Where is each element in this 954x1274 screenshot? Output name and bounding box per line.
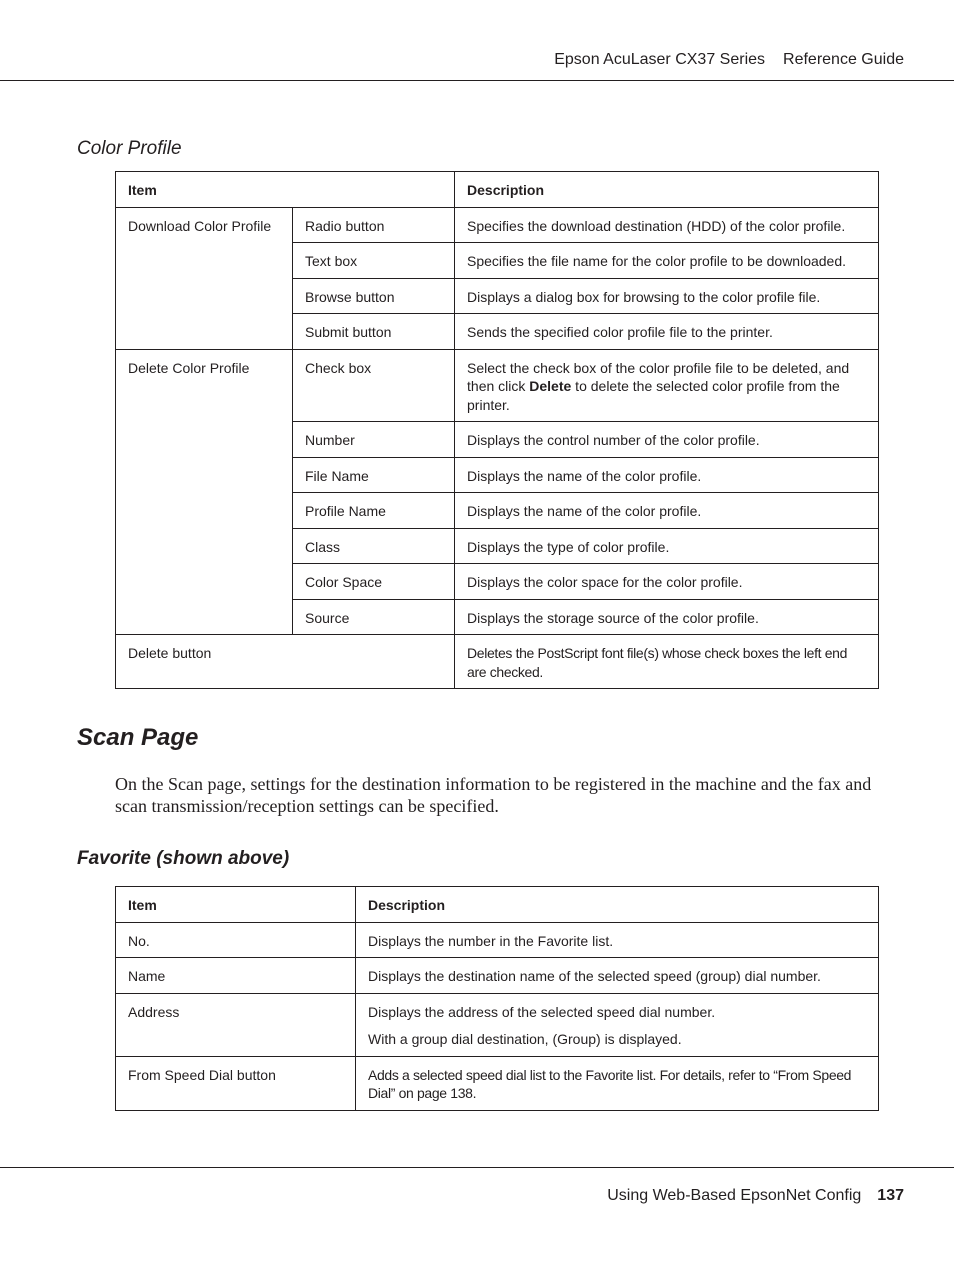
table-header-row (116, 887, 879, 923)
row-description: Displays the name of the color profile. (455, 457, 879, 493)
header-guide: Reference Guide (783, 51, 904, 68)
table-row (116, 599, 879, 635)
table-row (116, 207, 879, 243)
row-description: Displays the name of the color profile. (455, 493, 879, 529)
row-description: Displays the color space for the color profile. (455, 564, 879, 600)
desc-text: With a group dial destination, (Group) is displayed. (368, 1031, 682, 1047)
favorite-table (115, 886, 879, 1111)
row-description: Displays the control number of the color profile. (455, 422, 879, 458)
running-footer (607, 1187, 904, 1205)
scan-page-title: Scan Page (77, 724, 199, 751)
row-item: Text box (293, 243, 455, 279)
row-description (455, 349, 879, 422)
row-item: Name (116, 958, 356, 994)
row-item: No. (116, 922, 356, 958)
col-header-description: Description (356, 887, 879, 923)
table-row (116, 243, 879, 279)
row-item: Browse button (293, 278, 455, 314)
row-item: Address (116, 993, 356, 1056)
table-row (116, 422, 879, 458)
group-spacer (116, 278, 293, 314)
table-row (116, 349, 879, 422)
row-description: Specifies the file name for the color profile to be downloaded. (455, 243, 879, 279)
row-description: Displays the storage source of the color profile. (455, 599, 879, 635)
group-spacer (116, 243, 293, 279)
group-spacer (116, 599, 293, 635)
table-row (116, 1056, 879, 1110)
page-number: 137 (877, 1187, 904, 1204)
row-description: Displays the destination name of the selected speed (group) dial number. (356, 958, 879, 994)
color-profile-title: Color Profile (77, 138, 182, 159)
row-item: Color Space (293, 564, 455, 600)
col-header-item: Item (116, 172, 455, 208)
desc-text: Select the check box of the color profile file to be deleted, and then click (467, 359, 850, 394)
table-row (116, 922, 879, 958)
delete-keyword: Delete (529, 378, 572, 394)
row-description: Specifies the download destination (HDD) of the color profile. (455, 207, 879, 243)
row-item: Number (293, 422, 455, 458)
scan-page-intro: On the Scan page, settings for the destination information to be registered in the machine and the fax and scan transmission/reception settings can be specified. (115, 774, 872, 816)
row-description: Displays the number in the Favorite list. (356, 922, 879, 958)
desc-text: Displays the address of the selected speed dial number. (368, 1003, 716, 1020)
header-product: Epson AcuLaser CX37 Series (554, 51, 766, 68)
group-delete-color-profile: Delete Color Profile (116, 349, 293, 422)
table-row (116, 528, 879, 564)
table-header-row (116, 172, 879, 208)
row-description: Sends the specified color profile file to the printer. (455, 314, 879, 350)
table-row (116, 993, 879, 1056)
desc-text: to delete the selected color profile from the printer. (467, 378, 840, 413)
row-description: Adds a selected speed dial list to the Favorite list. For details, refer to “From Speed Dial” on page 138. (356, 1056, 879, 1110)
row-item: File Name (293, 457, 455, 493)
row-description: Deletes the PostScript font file(s) whose check boxes the left end are checked. (455, 635, 879, 689)
row-description: Displays a dialog box for browsing to the color profile file. (455, 278, 879, 314)
table-row (116, 278, 879, 314)
table-row (116, 493, 879, 529)
group-download-color-profile: Download Color Profile (116, 207, 293, 243)
favorite-title: Favorite (shown above) (77, 848, 290, 869)
row-item: Submit button (293, 314, 455, 350)
col-header-item: Item (116, 887, 356, 923)
table-row (116, 314, 879, 350)
footer-section: Using Web-Based EpsonNet Config (607, 1187, 862, 1204)
running-header (554, 51, 904, 69)
group-spacer (116, 564, 293, 600)
group-spacer (116, 422, 293, 458)
footer-rule (0, 1167, 954, 1168)
row-item: Class (293, 528, 455, 564)
color-profile-table (115, 171, 879, 689)
header-rule (0, 80, 954, 81)
row-item: Source (293, 599, 455, 635)
group-spacer (116, 314, 293, 350)
table-row (116, 958, 879, 994)
row-item: Check box (293, 349, 455, 422)
row-item: Delete button (116, 635, 455, 689)
row-item: From Speed Dial button (116, 1056, 356, 1110)
row-description (356, 993, 879, 1056)
row-item: Radio button (293, 207, 455, 243)
row-item: Profile Name (293, 493, 455, 529)
group-spacer (116, 493, 293, 529)
table-row (116, 457, 879, 493)
col-header-description: Description (455, 172, 879, 208)
group-spacer (116, 457, 293, 493)
group-spacer (116, 528, 293, 564)
table-row (116, 564, 879, 600)
row-description: Displays the type of color profile. (455, 528, 879, 564)
table-row (116, 635, 879, 689)
